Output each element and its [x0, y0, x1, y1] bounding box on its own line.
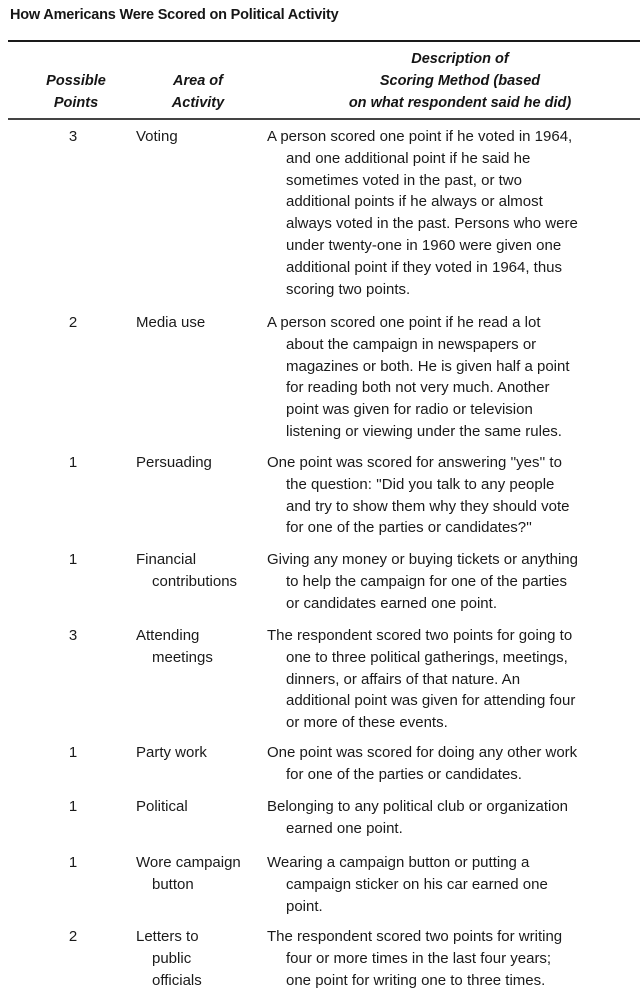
header-line: on what respondent said he did) [348, 95, 572, 111]
description-line: sometimes voted in the past, or two [286, 171, 522, 189]
header-line: Area of [173, 73, 223, 89]
area-line: contributions [152, 572, 238, 590]
description-line: and one additional point if he said he [286, 149, 531, 167]
description-line: One point was scored for doing any other work [267, 744, 578, 761]
description-line: dinners, or affairs of that nature. An [286, 670, 521, 688]
description-cell [267, 852, 548, 917]
description-line: listening or viewing under the same rules. [286, 422, 562, 440]
description-cell [267, 742, 577, 786]
description-line: for reading both not very much. Another [286, 379, 550, 397]
possible-points-cell: 1 [68, 551, 78, 568]
description-line: additional points if he always or almost [286, 193, 543, 211]
description-line: scoring two points. [286, 280, 411, 298]
possible-points-cell: 3 [68, 627, 78, 644]
possible-points-cell: 1 [68, 798, 78, 815]
area-line: Attending [136, 627, 200, 644]
description-cell [267, 625, 575, 734]
description-line: one to three political gatherings, meetings, [286, 648, 568, 666]
description-line: Giving any money or buying tickets or anything [267, 551, 578, 568]
area-line: Persuading [136, 454, 212, 471]
description-line: point. [286, 897, 323, 915]
description-line: A person scored one point if he read a lot [267, 314, 541, 331]
possible-points-cell: 1 [68, 454, 78, 471]
header-line: Activity [171, 95, 225, 111]
description-cell [267, 312, 570, 443]
area-of-activity-cell [136, 549, 237, 593]
description-line: or more of these events. [286, 714, 448, 732]
area-line: Financial [136, 551, 197, 568]
description-line: or candidates earned one point. [286, 594, 497, 612]
area-of-activity-cell [136, 796, 188, 818]
description-line: earned one point. [286, 819, 403, 837]
description-cell [267, 549, 578, 614]
description-line: additional point was given for attending four [286, 692, 576, 710]
description-line: always voted in the past. Persons who were [286, 215, 578, 233]
description-line: One point was scored for answering ''yes'' to [267, 454, 562, 471]
top-rule [8, 40, 640, 42]
area-line: Political [136, 798, 188, 815]
header-description [300, 48, 620, 114]
description-line: Belonging to any political club or organization [267, 798, 569, 815]
description-line: The respondent scored two points for writing [267, 928, 563, 945]
area-of-activity-cell [136, 625, 213, 669]
header-possible-points [28, 70, 124, 114]
header-line: Scoring Method (based [379, 73, 541, 89]
possible-points-cell: 1 [68, 744, 78, 761]
description-cell [267, 796, 568, 840]
possible-points-cell: 1 [68, 854, 78, 871]
header-area-of-activity [158, 70, 238, 114]
description-line: for one of the parties or candidates. [286, 765, 522, 783]
area-line: meetings [152, 648, 213, 666]
area-line: Media use [136, 314, 206, 331]
possible-points-cell: 2 [68, 314, 78, 331]
description-line: the question: ''Did you talk to any people [286, 475, 555, 493]
description-line: Wearing a campaign button or putting a [267, 854, 530, 871]
area-of-activity-cell [136, 452, 212, 474]
description-cell [267, 452, 569, 539]
description-cell [267, 926, 562, 991]
area-of-activity-cell [136, 926, 202, 991]
header-line: Possible [46, 73, 106, 89]
description-line: for one of the parties or candidates?'' [286, 519, 532, 537]
area-line: public [152, 949, 192, 967]
table-title: How Americans Were Scored on Political Activity [10, 7, 339, 23]
description-line: additional point if they voted in 1964, thus [286, 258, 563, 276]
header-rule [8, 118, 640, 120]
area-line: Letters to [136, 928, 199, 945]
description-line: under twenty-one in 1960 were given one [286, 236, 562, 254]
description-line: campaign sticker on his car earned one [286, 875, 548, 893]
area-of-activity-cell [136, 852, 241, 896]
description-line: to help the campaign for one of the parties [286, 572, 568, 590]
description-line: point was given for radio or television [286, 401, 533, 419]
area-line: button [152, 875, 194, 893]
description-line: A person scored one point if he voted in 1964, [267, 128, 573, 145]
area-of-activity-cell [136, 126, 178, 148]
description-cell [267, 126, 578, 300]
description-line: and try to show them why they should vote [286, 497, 570, 515]
description-line: The respondent scored two points for going to [267, 627, 573, 644]
description-line: magazines or both. He is given half a point [286, 357, 570, 375]
description-line: one point for writing one to three times. [286, 971, 546, 989]
area-line: Voting [136, 128, 178, 145]
description-line: four or more times in the last four years; [286, 949, 552, 967]
area-line: Wore campaign [136, 854, 241, 871]
possible-points-cell: 2 [68, 928, 78, 945]
description-line: about the campaign in newspapers or [286, 335, 537, 353]
header-line: Description of [411, 51, 509, 67]
possible-points-cell: 3 [68, 128, 78, 145]
area-line: officials [152, 971, 202, 989]
area-line: Party work [136, 744, 207, 761]
header-line: Points [53, 95, 99, 111]
area-of-activity-cell [136, 312, 205, 334]
area-of-activity-cell [136, 742, 207, 764]
